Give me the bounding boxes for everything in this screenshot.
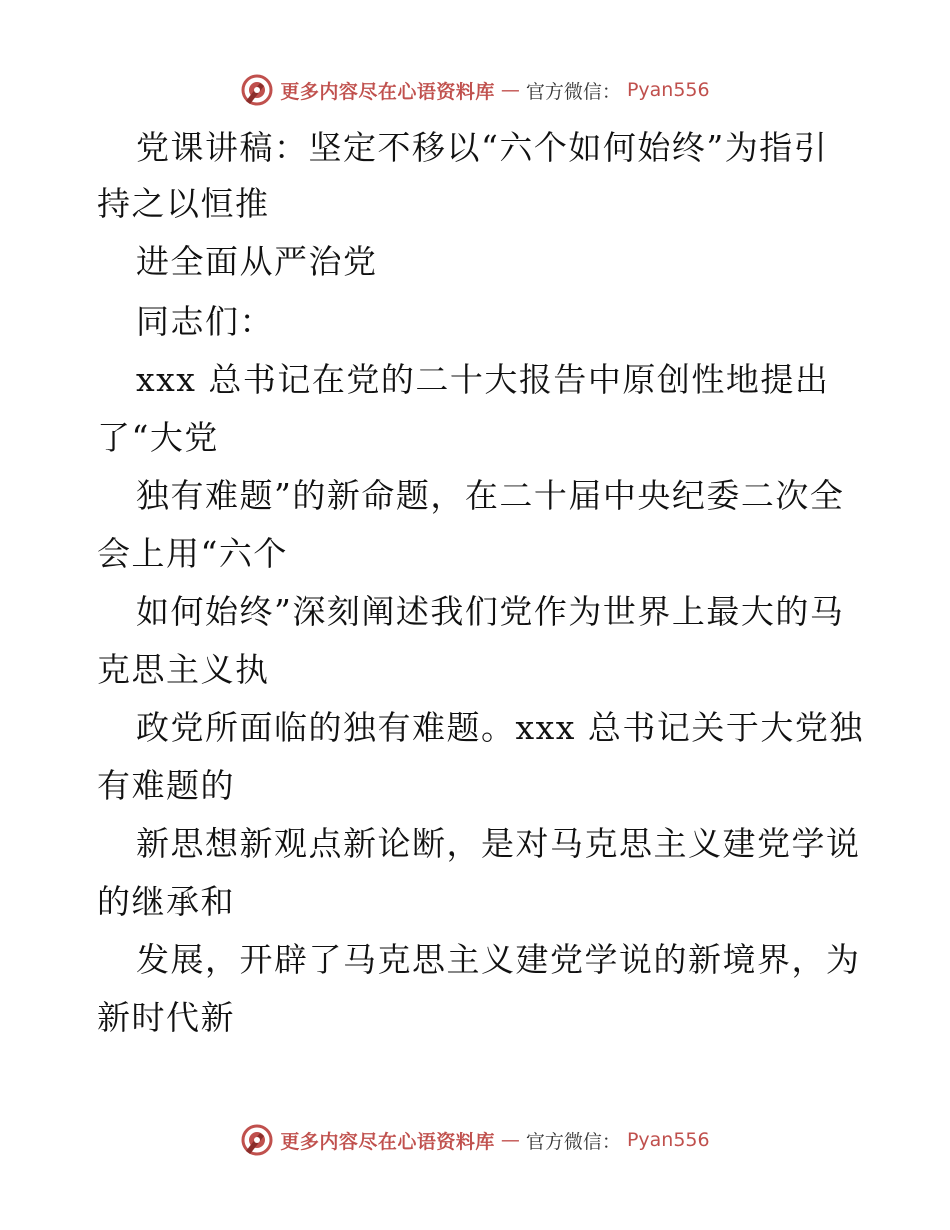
banner-site-text: 更多内容尽在心语资料库 [280, 1130, 495, 1153]
header-banner [0, 70, 950, 110]
paragraph-line: 有难题的 [97, 766, 235, 805]
paragraph-line: 了“大党 [97, 418, 219, 457]
paragraph-line: 会上用“六个 [97, 534, 288, 573]
salutation: 同志们： [136, 302, 274, 341]
paragraph-line: 如何始终”深刻阐述我们党作为世界上最大的马 [136, 592, 845, 631]
banner-wechat-label: 官方微信： [525, 1130, 621, 1153]
banner-wechat-label: 官方微信： [525, 80, 621, 103]
banner-wechat-id: Pyan556 [626, 79, 710, 101]
paragraph-line: 政党所面临的独有难题。xxx 总书记关于大党独 [136, 708, 864, 747]
banner-separator: — [500, 1129, 520, 1151]
banner-wechat-id: Pyan556 [626, 1129, 710, 1151]
pen-seal-icon [240, 73, 274, 107]
banner-site-text: 更多内容尽在心语资料库 [280, 80, 495, 103]
paragraph-line: xxx 总书记在党的二十大报告中原创性地提出 [136, 360, 830, 399]
paragraph-line: 发展，开辟了马克思主义建党学说的新境界，为 [136, 940, 861, 979]
paragraph-line: 新时代新 [97, 998, 235, 1037]
banner-separator: — [500, 79, 520, 101]
title-line-3: 进全面从严治党 [136, 242, 378, 281]
title-line-2: 持之以恒推 [97, 184, 270, 223]
paragraph-line: 独有难题”的新命题，在二十届中央纪委二次全 [136, 476, 845, 515]
paragraph-line: 新思想新观点新论断，是对马克思主义建党学说 [136, 824, 861, 863]
pen-seal-icon [240, 1123, 274, 1157]
footer-banner [0, 1120, 950, 1160]
title-line-1: 党课讲稿：坚定不移以“六个如何始终”为指引 [136, 128, 829, 167]
paragraph-line: 的继承和 [97, 882, 235, 921]
paragraph-line: 克思主义执 [97, 650, 270, 689]
